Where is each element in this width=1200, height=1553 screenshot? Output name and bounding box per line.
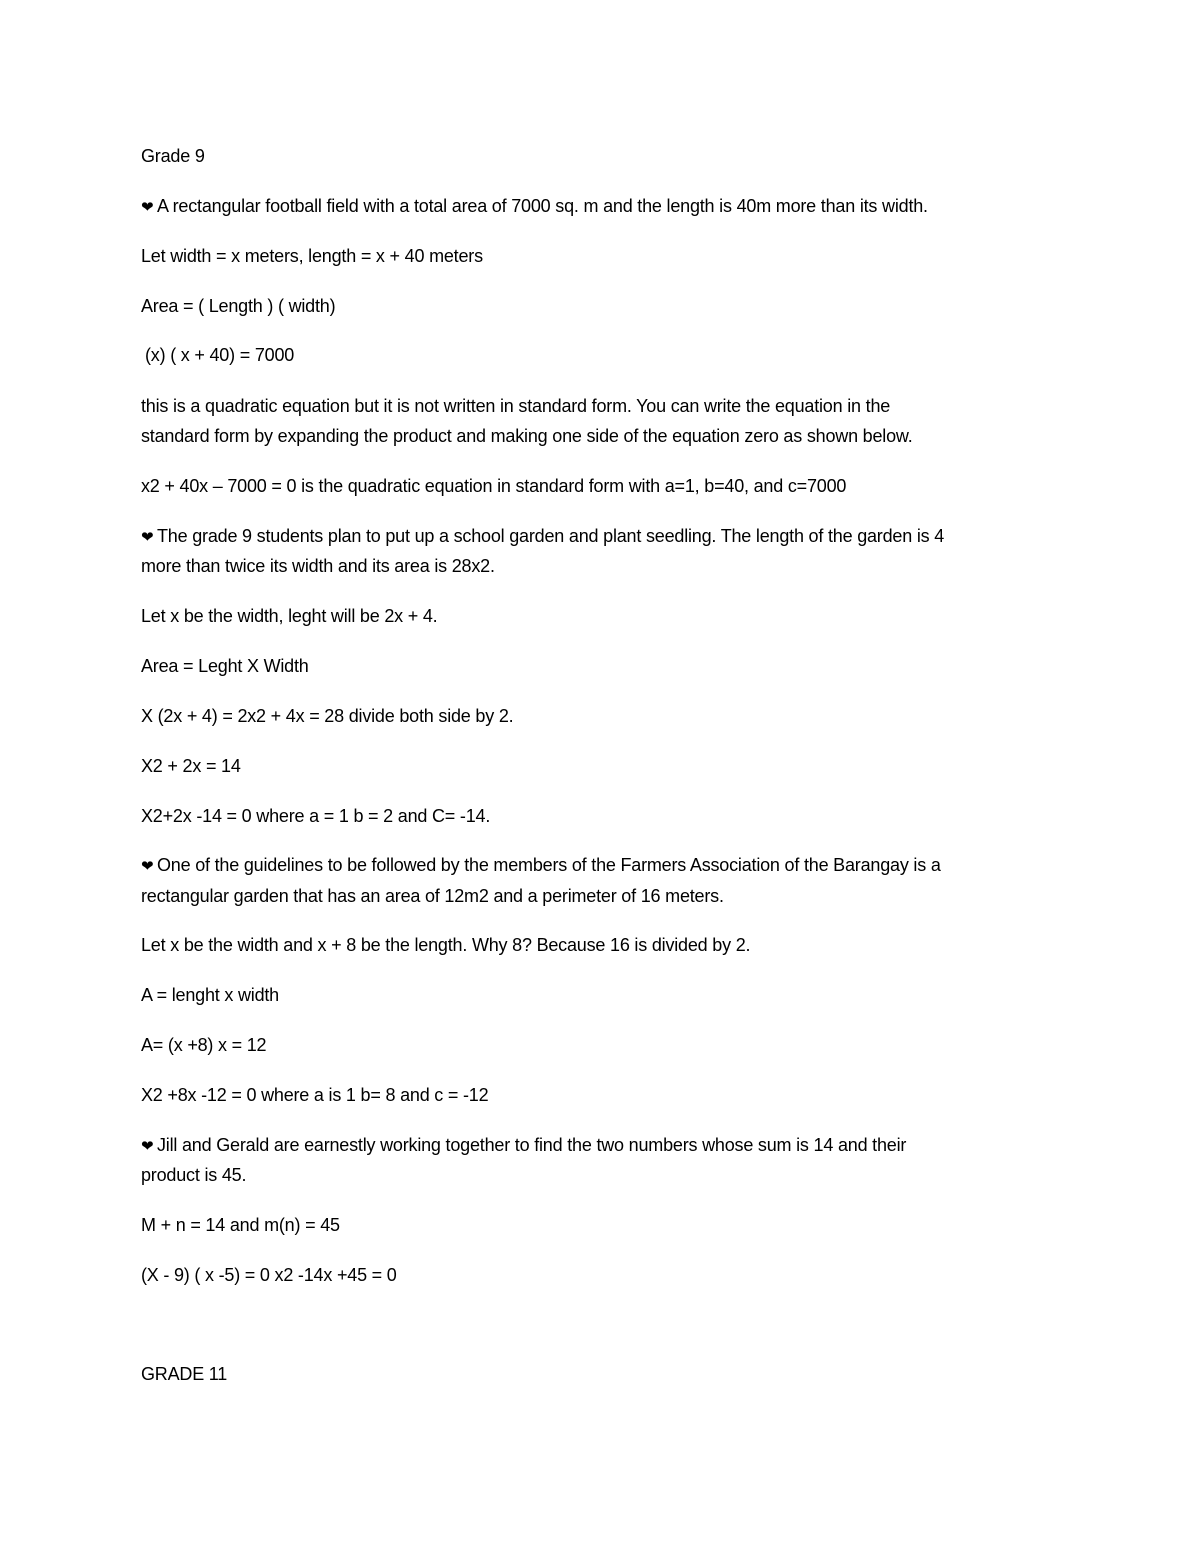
heading-grade-11: GRADE 11 [141, 1364, 228, 1384]
heart-bullet-icon: ❤ [141, 199, 154, 216]
problem-2-step-1: X (2x + 4) = 2x2 + 4x = 28 divide both side by 2. [141, 706, 514, 726]
problem-3-step-1: A= (x +8) x = 12 [141, 1035, 267, 1055]
problem-3-statement-line-1 [141, 850, 941, 882]
problem-3-statement-line-2: rectangular garden that has an area of 12m2 and a perimeter of 16 meters. [141, 886, 724, 906]
problem-1-let: Let width = x meters, length = x + 40 meters [141, 246, 483, 266]
heading-grade-9: Grade 9 [141, 146, 205, 166]
problem-1-explanation-line-1: this is a quadratic equation but it is not written in standard form. You can write the equation in the [141, 396, 891, 416]
problem-4-statement-line-1 [141, 1130, 906, 1162]
heart-bullet-icon: ❤ [141, 1138, 154, 1155]
problem-1-statement-text: A rectangular football field with a total area of 7000 sq. m and the length is 40m more than its width. [157, 196, 928, 216]
problem-1-equation: (x) ( x + 40) = 7000 [145, 345, 295, 365]
problem-4-factored: (X - 9) ( x -5) = 0 x2 -14x +45 = 0 [141, 1265, 397, 1285]
problem-3-step-2: X2 +8x -12 = 0 where a is 1 b= 8 and c = -12 [141, 1085, 489, 1105]
problem-4-statement-line-2: product is 45. [141, 1165, 247, 1185]
problem-3-area-formula: A = lenght x width [141, 985, 279, 1005]
problem-2-area-formula: Area = Leght X Width [141, 656, 309, 676]
problem-1-explanation-line-2: standard form by expanding the product and making one side of the equation zero as shown below. [141, 426, 913, 446]
problem-4-system: M + n = 14 and m(n) = 45 [141, 1215, 340, 1235]
problem-2-step-2: X2 + 2x = 14 [141, 756, 241, 776]
problem-1-area-formula: Area = ( Length ) ( width) [141, 296, 336, 316]
problem-1-standard-form: x2 + 40x – 7000 = 0 is the quadratic equation in standard form with a=1, b=40, and c=7000 [141, 476, 847, 496]
heart-bullet-icon: ❤ [141, 858, 154, 875]
problem-2-step-3: X2+2x -14 = 0 where a = 1 b = 2 and C= -14. [141, 806, 491, 826]
problem-2-let: Let x be the width, leght will be 2x + 4. [141, 606, 438, 626]
problem-1-statement [141, 191, 928, 223]
problem-2-statement-line-2: more than twice its width and its area is 28x2. [141, 556, 495, 576]
problem-2-statement-line-1 [141, 521, 944, 553]
problem-3-let: Let x be the width and x + 8 be the length. Why 8? Because 16 is divided by 2. [141, 935, 751, 955]
problem-4-statement-text: Jill and Gerald are earnestly working together to find the two numbers whose sum is 14 and their [157, 1135, 907, 1155]
problem-3-statement-text: One of the guidelines to be followed by the members of the Farmers Association of the Barangay is a [157, 855, 941, 875]
heart-bullet-icon: ❤ [141, 529, 154, 546]
problem-2-statement-text: The grade 9 students plan to put up a school garden and plant seedling. The length of the garden is 4 [157, 526, 945, 546]
